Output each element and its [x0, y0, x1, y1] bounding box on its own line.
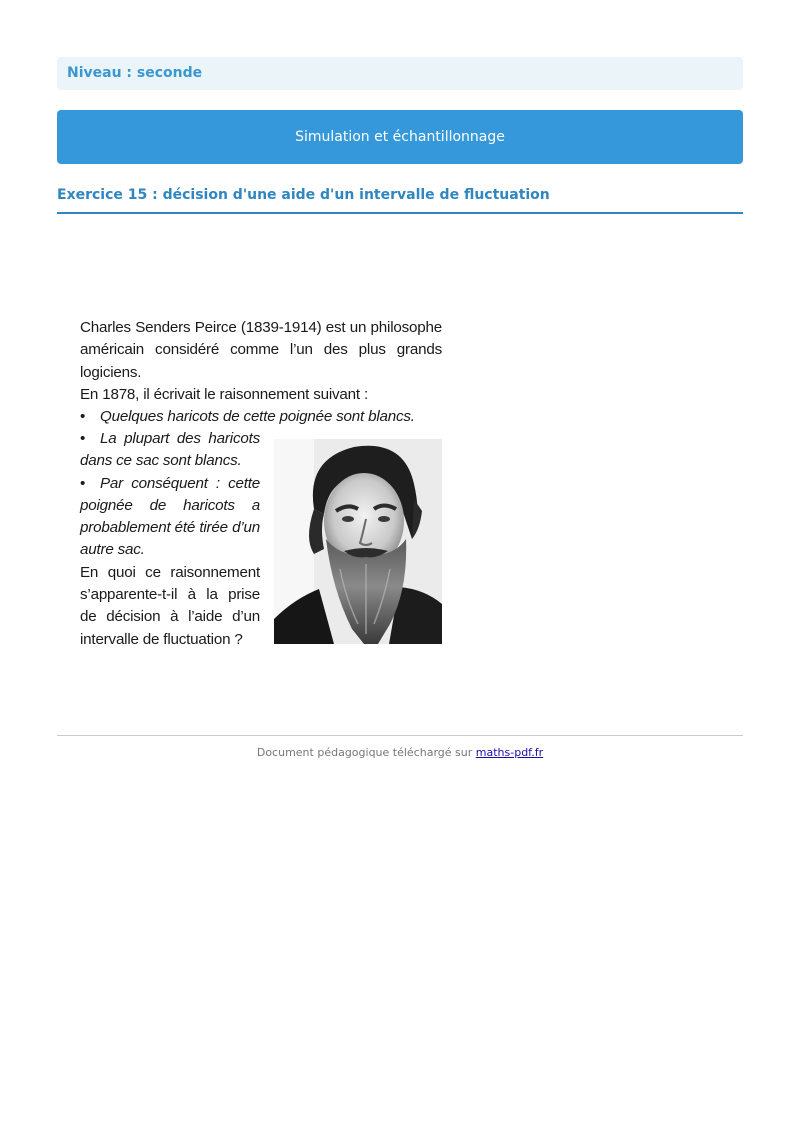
bullet-item — [80, 406, 444, 428]
exercise-intro — [80, 317, 442, 406]
exercise-question: En quoi ce raisonnement s’apparente-t-il à la prise de décision à l’aide d’un intervalle de fluctuation ? — [80, 563, 260, 648]
exercise-heading: Exercice 15 : décision d'une aide d'un intervalle de fluctuation — [57, 186, 743, 214]
bullet-text: Quelques haricots de cette poignée sont blancs. — [100, 408, 415, 425]
bullet-marker: • — [80, 474, 86, 492]
level-label: Niveau : seconde — [67, 65, 203, 81]
footer-text: Document pédagogique téléchargé sur — [256, 746, 473, 759]
chapter-title: Simulation et échantillonnage — [295, 129, 505, 145]
bullet-item — [80, 428, 260, 473]
intro-text: Charles Senders Peirce (1839-1914) est un philosophe américain considéré comme l’un des plus grands logiciens. — [80, 319, 442, 381]
bullet-text: La plupart des haricots dans ce sac sont blancs. — [80, 430, 260, 470]
footer-link[interactable]: maths-pdf.fr — [475, 746, 544, 759]
level-bar — [57, 57, 743, 90]
chapter-banner — [57, 110, 743, 164]
bullet-text: Par conséquent : cette poignée de haricots a probablement été tirée d’un autre sac. — [80, 474, 260, 559]
footer-divider — [57, 735, 743, 736]
bullet-marker: • — [80, 430, 86, 447]
bullet-item — [80, 473, 260, 562]
lead-text: En 1878, il écrivait le raisonnement suivant : — [80, 385, 368, 403]
portrait-image — [274, 439, 442, 644]
bullet-marker: • — [80, 408, 86, 425]
exercise-left-column — [80, 428, 260, 651]
exercise-figure — [80, 314, 444, 648]
footer — [57, 746, 743, 759]
